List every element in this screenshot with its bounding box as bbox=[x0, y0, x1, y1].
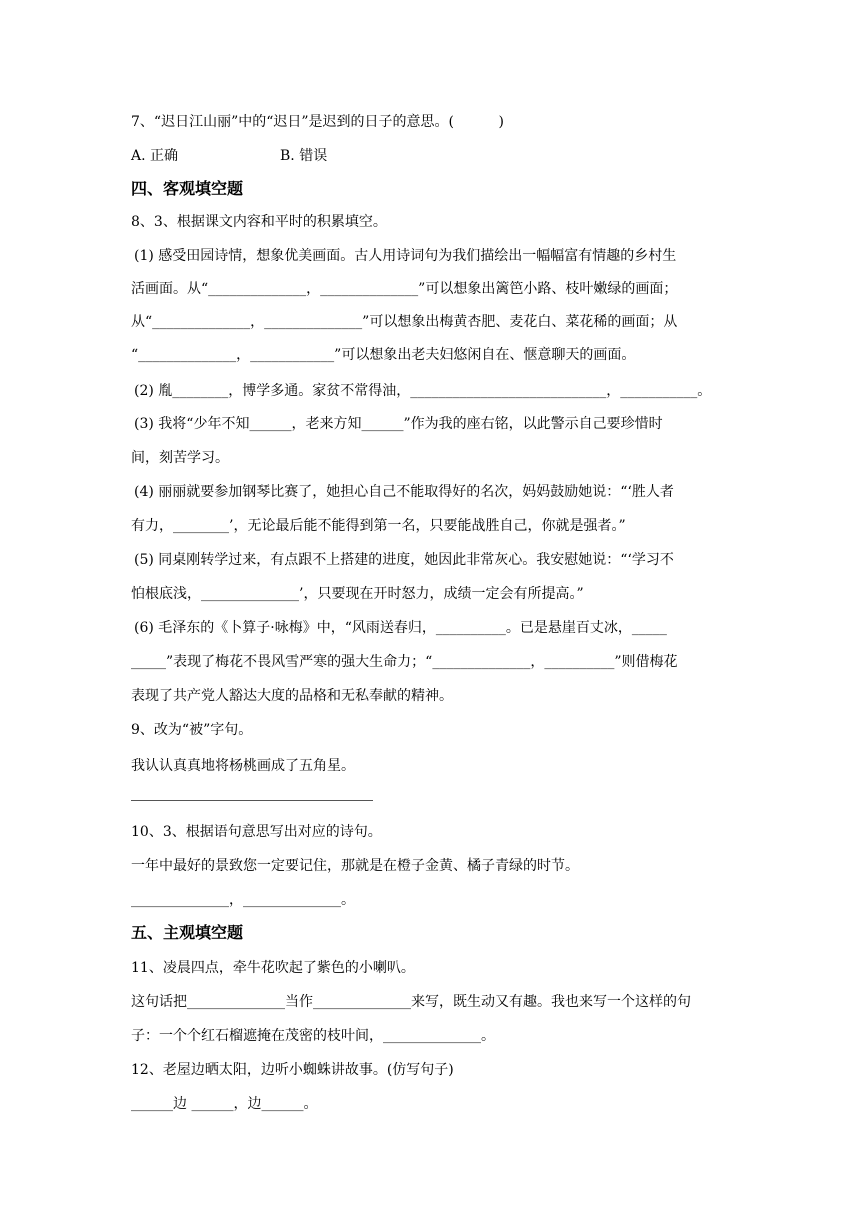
q7-stem: 7、“迟日江山丽”中的“迟日”是迟到的日子的意思。( ) bbox=[131, 114, 504, 130]
q8-line: 活画面。从“______________，______________”可以想象出篱笆小路、枝叶嫩绿的画面； bbox=[131, 281, 678, 297]
q9-answer-line[interactable] bbox=[131, 800, 373, 801]
q8-line: 从“______________，______________”可以想象出梅黄杏肥、麦花白、菜花稀的画面；从 bbox=[131, 314, 678, 330]
q8-line: 间，刻苦学习。 bbox=[131, 450, 229, 466]
q7-option-b[interactable]: B. 错误 bbox=[280, 148, 328, 164]
q8-line: (3) 我将“少年不知______，老来方知______”作为我的座右铭，以此警示自己要珍惜时 bbox=[134, 416, 663, 432]
q8-line: (6) 毛泽东的《卜算子·咏梅》中，“风雨送春归，__________。已是悬崖百丈冰，_____ bbox=[134, 620, 667, 636]
q12-answer-blank[interactable]: ______边 ______，边______。 bbox=[131, 1096, 318, 1112]
q8-line: 表现了共产党人豁达大度的品格和无私奉献的精神。 bbox=[131, 688, 453, 704]
q8-line: _____”表现了梅花不畏风雪严寒的强大生命力；“______________，__________”则借梅花 bbox=[131, 654, 678, 670]
q11-stem: 11、凌晨四点，牵牛花吹起了紫色的小喇叭。 bbox=[131, 960, 415, 976]
q8-line: 有力，________’，无论最后能不能得到第一名，只要能战胜自己，你就是强者。” bbox=[131, 518, 626, 534]
q10-sentence: 一年中最好的景致您一定要记住，那就是在橙子金黄、橘子青绿的时节。 bbox=[131, 858, 579, 874]
q11-line: 子：一个个红石榴遮掩在茂密的枝叶间，______________。 bbox=[131, 1028, 495, 1044]
q8-line: “______________，____________”可以想象出老夫妇悠闲自在、惬意聊天的画面。 bbox=[131, 347, 636, 363]
q10-stem: 10、3、根据语句意思写出对应的诗句。 bbox=[131, 824, 382, 840]
q11-line: 这句话把______________当作______________来写，既生动又有趣。我也来写一个这样的句 bbox=[131, 994, 691, 1010]
q9-sentence: 我认认真真地将杨桃画成了五角星。 bbox=[131, 758, 355, 774]
q8-line: (2) 胤________，博学多通。家贫不常得油，____________________________，___________。 bbox=[134, 383, 712, 399]
q10-answer-blank[interactable]: ______________，______________。 bbox=[131, 892, 355, 908]
q8-line: (1) 感受田园诗情，想象优美画面。古人用诗词句为我们描绘出一幅幅富有情趣的乡村生 bbox=[134, 248, 677, 264]
q12-stem: 12、老屋边晒太阳，边听小蜘蛛讲故事。(仿写句子) bbox=[131, 1062, 454, 1078]
q8-line: (4) 丽丽就要参加钢琴比赛了，她担心自己不能取得好的名次，妈妈鼓励她说：“‘胜人者 bbox=[134, 484, 674, 500]
section-title: 五、主观填空题 bbox=[131, 923, 244, 942]
q8-line: (5) 同桌刚转学过来，有点跟不上搭建的进度，她因此非常灰心。我安慰她说：“‘学习不 bbox=[134, 552, 674, 568]
q9-stem: 9、改为“被”字句。 bbox=[131, 722, 253, 738]
section-title: 四、客观填空题 bbox=[131, 179, 244, 198]
q8-stem: 8、3、根据课文内容和平时的积累填空。 bbox=[131, 214, 387, 230]
q8-line: 怕根底浅，______________’，只要现在开时怒力，成绩一定会有所提高。” bbox=[131, 586, 584, 602]
q7-option-a[interactable]: A. 正确 bbox=[131, 148, 179, 164]
